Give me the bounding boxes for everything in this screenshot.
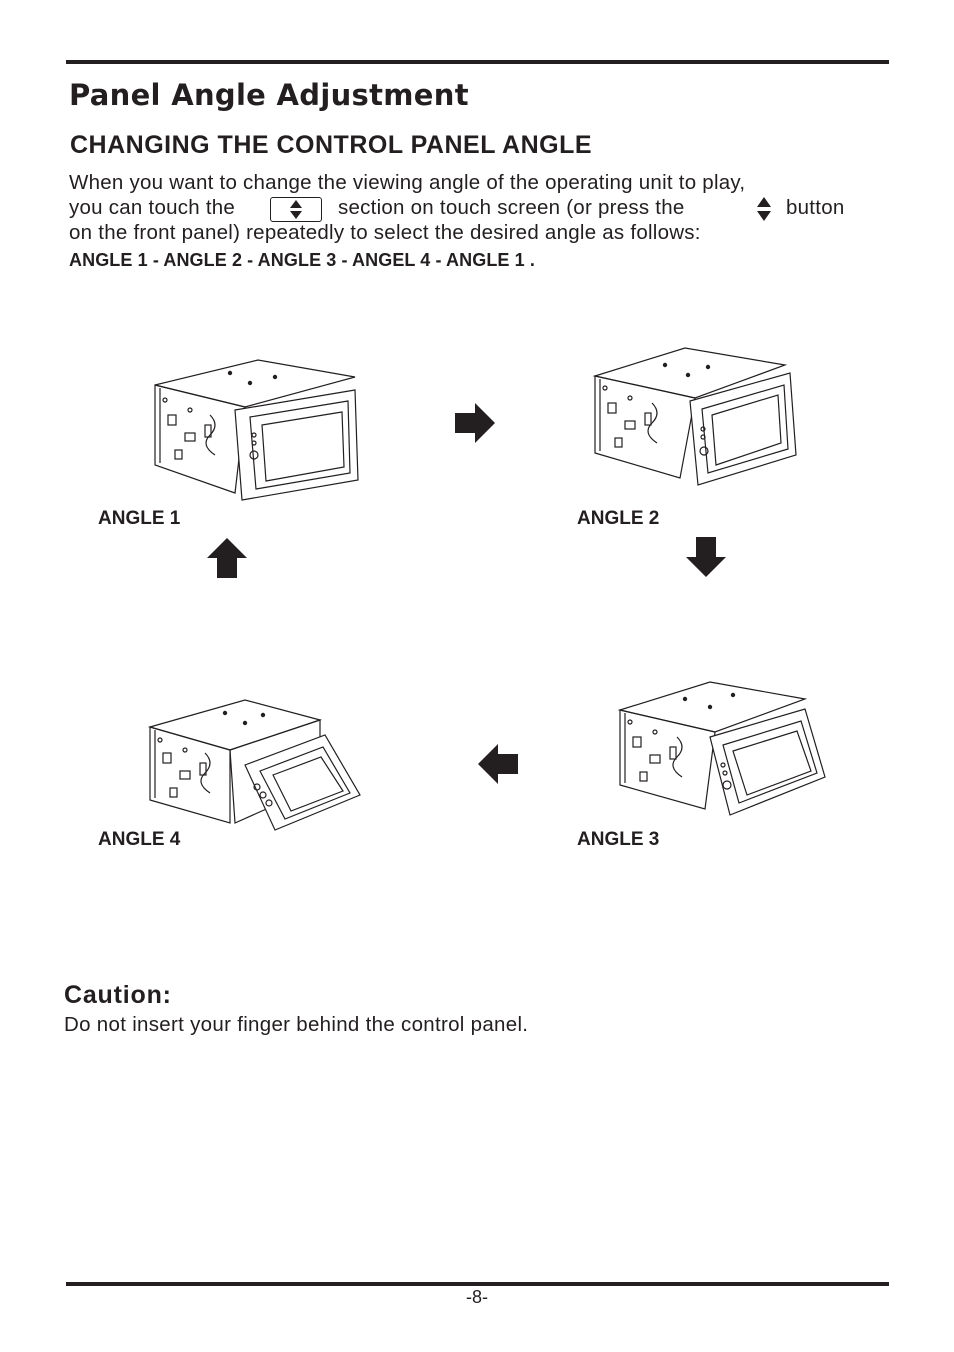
angle-4-label: ANGLE 4 [98, 829, 181, 850]
arrow-right-icon [455, 403, 495, 443]
page-number: -8- [466, 1287, 488, 1307]
caution-text: Do not insert your finger behind the control panel. [64, 1013, 529, 1036]
page-title: Panel Angle Adjustment [69, 78, 469, 112]
arrow-up-icon [207, 538, 247, 578]
angle-1-label: ANGLE 1 [98, 508, 181, 529]
arrow-left-icon [478, 744, 518, 784]
caution-heading: Caution: [64, 981, 172, 1009]
up-down-arrow-key-icon [270, 197, 322, 222]
unit-angle-3-illustration [615, 677, 830, 822]
body-line-3: on the front panel) repeatedly to select the desired angle as follows: [69, 221, 701, 244]
body-line-2b: section on touch screen (or press the [338, 196, 685, 219]
up-down-arrow-icon [756, 196, 772, 222]
body-line-1: When you want to change the viewing angle of the operating unit to play, [69, 171, 746, 194]
angle-sequence: ANGLE 1 - ANGLE 2 - ANGLE 3 - ANGEL 4 - ANGLE 1 . [69, 250, 535, 270]
bottom-rule [66, 1282, 889, 1286]
unit-angle-1-illustration [150, 355, 365, 505]
body-line-2a: you can touch the [69, 196, 236, 219]
unit-angle-2-illustration [590, 343, 805, 493]
top-rule [66, 60, 889, 64]
section-subtitle: CHANGING THE CONTROL PANEL ANGLE [70, 131, 593, 159]
arrow-down-icon [686, 537, 726, 577]
angle-2-label: ANGLE 2 [577, 508, 660, 529]
unit-angle-4-illustration [145, 695, 370, 840]
angle-3-label: ANGLE 3 [577, 829, 660, 850]
body-line-2c: button [786, 196, 845, 219]
